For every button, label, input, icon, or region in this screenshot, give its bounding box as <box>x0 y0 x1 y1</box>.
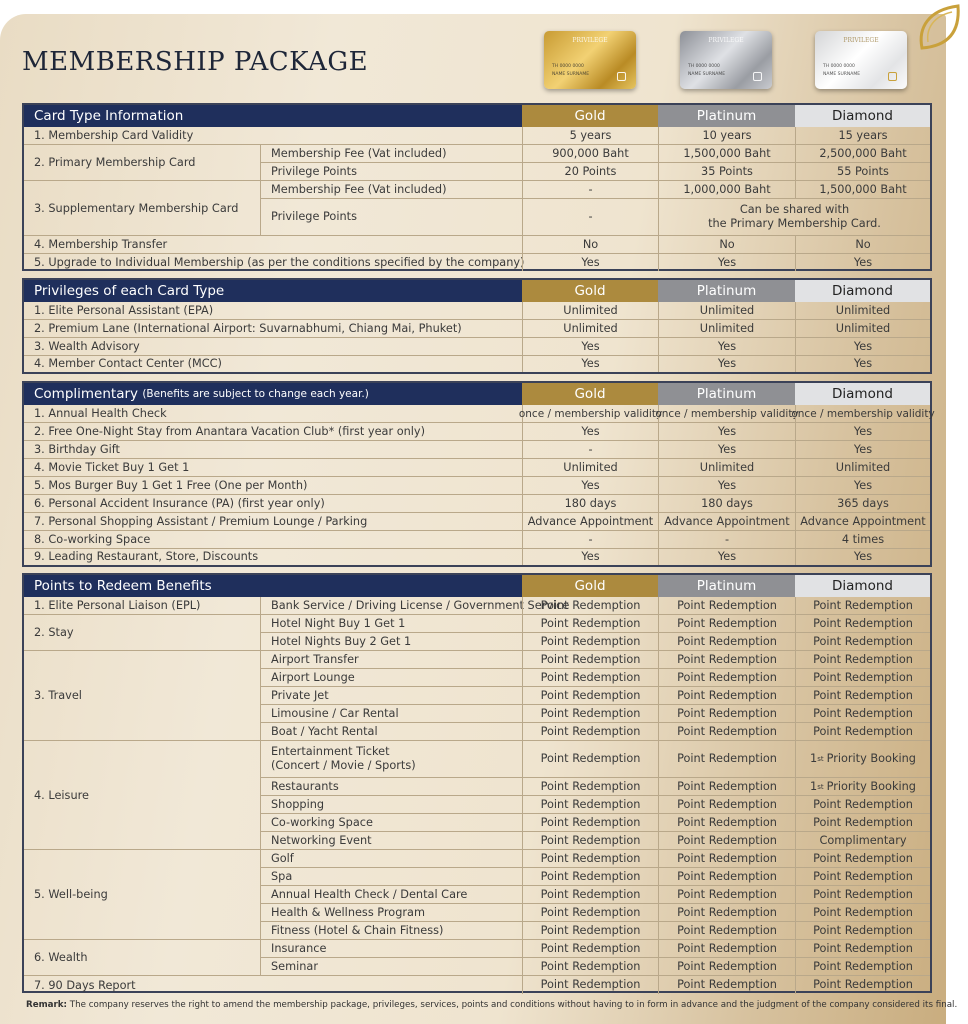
diamond-value: Point Redemption <box>795 814 930 832</box>
card-type-table <box>22 103 932 271</box>
platinum-value: once / membership validity <box>658 405 795 423</box>
table-row <box>24 549 930 565</box>
platinum-value: Yes <box>658 441 795 459</box>
row-label: 5. Mos Burger Buy 1 Get 1 Free (One per Month) <box>24 477 522 495</box>
group-label: 4. Leisure <box>24 741 260 850</box>
table-row <box>24 423 930 441</box>
diamond-value: 55 Points <box>795 163 930 181</box>
tier-platinum: Platinum <box>658 105 795 127</box>
card-brand: PRIVILEGE <box>708 37 744 44</box>
sub-label: Co-working Space <box>260 814 522 832</box>
table-row <box>24 633 930 651</box>
group-label: 1. Elite Personal Liaison (EPL) <box>24 597 260 615</box>
gold-value: - <box>522 181 658 199</box>
remark-text: The company reserves the right to amend the membership package, privileges, services, points and conditions without having to in form in advance and the judgment of the company considered its final. <box>67 1000 958 1010</box>
tier-gold: Gold <box>522 383 658 405</box>
table-row <box>24 958 930 976</box>
gold-value: Point Redemption <box>522 850 658 868</box>
card-number: TH 0000 0000 <box>552 64 584 69</box>
table-row <box>24 441 930 459</box>
diamond-value: Point Redemption <box>795 687 930 705</box>
sub-label-line2: (Concert / Movie / Sports) <box>271 759 416 772</box>
table-row <box>24 338 930 356</box>
group-label: 2. Stay <box>24 615 260 651</box>
priority-text: Priority Booking <box>826 752 916 765</box>
header-spacer <box>260 575 522 597</box>
table-row <box>24 976 930 994</box>
table-row <box>24 254 930 271</box>
platinum-value: Point Redemption <box>658 940 795 958</box>
gold-value: Point Redemption <box>522 687 658 705</box>
gold-value: Point Redemption <box>522 669 658 687</box>
platinum-value: Point Redemption <box>658 904 795 922</box>
table-header <box>24 280 930 302</box>
gold-value: Unlimited <box>522 302 658 320</box>
table-row <box>24 832 930 850</box>
diamond-value: Yes <box>795 549 930 565</box>
tier-diamond: Diamond <box>795 383 930 405</box>
platinum-value: Point Redemption <box>658 597 795 615</box>
privileges-table <box>22 278 932 374</box>
row-label: 1. Elite Personal Assistant (EPA) <box>24 302 522 320</box>
sub-label-empty <box>260 976 522 994</box>
gold-value: Yes <box>522 338 658 356</box>
row-label: 2. Primary Membership Card <box>24 145 260 181</box>
remark-label: Remark: <box>26 1000 68 1010</box>
table-row <box>24 814 930 832</box>
card-emblem-icon <box>888 72 897 81</box>
row-label: 4. Movie Ticket Buy 1 Get 1 <box>24 459 522 477</box>
shared-points-note <box>658 199 930 236</box>
diamond-value <box>795 741 930 778</box>
gold-value: Point Redemption <box>522 705 658 723</box>
row-label: 7. Personal Shopping Assistant / Premium Lounge / Parking <box>24 513 522 531</box>
card-name: NAME SURNAME <box>688 72 726 77</box>
sub-label: Networking Event <box>260 832 522 850</box>
diamond-value: Point Redemption <box>795 723 930 741</box>
platinum-value: Yes <box>658 477 795 495</box>
platinum-value: Point Redemption <box>658 723 795 741</box>
row-label: 6. Personal Accident Insurance (PA) (first year only) <box>24 495 522 513</box>
diamond-value: Point Redemption <box>795 850 930 868</box>
gold-value: Point Redemption <box>522 886 658 904</box>
group-label: 7. 90 Days Report <box>34 978 136 992</box>
gold-value: Point Redemption <box>522 814 658 832</box>
platinum-value: Point Redemption <box>658 615 795 633</box>
priority-number: 1 <box>810 779 818 793</box>
diamond-value: Advance Appointment <box>795 513 930 531</box>
sub-label: Private Jet <box>260 687 522 705</box>
card-number: TH 0000 0000 <box>688 64 720 69</box>
diamond-value: Point Redemption <box>795 669 930 687</box>
table-row <box>24 495 930 513</box>
priority-suffix: st <box>817 782 824 791</box>
sub-label: Shopping <box>260 796 522 814</box>
platinum-value: 35 Points <box>658 163 795 181</box>
tier-diamond: Diamond <box>795 280 930 302</box>
platinum-value: Advance Appointment <box>658 513 795 531</box>
sub-label: Fitness (Hotel & Chain Fitness) <box>260 922 522 940</box>
complimentary-table <box>22 381 935 567</box>
section-note: (Benefits are subject to change each year.) <box>142 388 369 400</box>
diamond-value: Point Redemption <box>795 633 930 651</box>
sub-label: Seminar <box>260 958 522 976</box>
table-row <box>24 459 930 477</box>
row-label: 9. Leading Restaurant, Store, Discounts <box>34 550 259 563</box>
sub-label: Boat / Yacht Rental <box>260 723 522 741</box>
diamond-value: Yes <box>795 356 930 372</box>
diamond-value: 1,500,000 Baht <box>795 181 930 199</box>
platinum-value: Point Redemption <box>658 705 795 723</box>
table-row <box>24 320 930 338</box>
table-row <box>24 904 930 922</box>
table-row <box>24 181 930 199</box>
card-name: NAME SURNAME <box>552 72 590 77</box>
row-label: 5. Upgrade to Individual Membership (as per the conditions specified by the company) <box>34 255 525 269</box>
gold-value: once / membership validity <box>522 405 658 423</box>
section-title: Privileges of each Card Type <box>24 280 522 302</box>
diamond-value: 15 years <box>795 127 930 145</box>
gold-value: Yes <box>522 254 658 271</box>
table-row <box>24 145 930 163</box>
diamond-value: Point Redemption <box>795 615 930 633</box>
table-row <box>24 236 930 254</box>
gold-value: No <box>522 236 658 254</box>
sub-label: Airport Lounge <box>260 669 522 687</box>
tier-gold: Gold <box>522 575 658 597</box>
platinum-value: 180 days <box>658 495 795 513</box>
gold-value: 180 days <box>522 495 658 513</box>
priority-text: Priority Booking <box>826 779 916 793</box>
row-label: 2. Premium Lane (International Airport: Suvarnabhumi, Chiang Mai, Phuket) <box>24 320 522 338</box>
tier-gold: Gold <box>522 280 658 302</box>
table-row <box>24 356 930 372</box>
table-header <box>24 383 930 405</box>
tier-platinum: Platinum <box>658 575 795 597</box>
diamond-value: No <box>795 236 930 254</box>
sub-label: Spa <box>260 868 522 886</box>
gold-value: - <box>522 199 658 236</box>
platinum-value: Yes <box>658 549 795 565</box>
row-label: 4. Member Contact Center (MCC) <box>34 357 222 370</box>
row-label: 4. Membership Transfer <box>24 236 522 254</box>
platinum-value: Point Redemption <box>658 868 795 886</box>
table-row <box>24 886 930 904</box>
diamond-value: Point Redemption <box>795 940 930 958</box>
priority-number: 1 <box>810 752 818 765</box>
gold-value: Point Redemption <box>522 922 658 940</box>
group-label: 5. Well-being <box>24 850 260 940</box>
platinum-value: 1,000,000 Baht <box>658 181 795 199</box>
platinum-value: Point Redemption <box>658 778 795 796</box>
diamond-value: Complimentary <box>795 832 930 850</box>
shared-note-line1: Can be shared with <box>739 203 850 216</box>
gold-value: Yes <box>522 477 658 495</box>
card-emblem-icon <box>753 72 762 81</box>
diamond-value: Yes <box>795 423 930 441</box>
table-row <box>24 163 930 181</box>
platinum-value: Point Redemption <box>658 741 795 778</box>
table-row <box>24 597 930 615</box>
table-row <box>24 705 930 723</box>
sub-label: Insurance <box>260 940 522 958</box>
platinum-value: Point Redemption <box>658 814 795 832</box>
gold-value: Point Redemption <box>522 651 658 669</box>
diamond-value: 365 days <box>795 495 930 513</box>
sub-label: Privilege Points <box>260 163 522 181</box>
diamond-value: Yes <box>795 338 930 356</box>
gold-value: Point Redemption <box>522 976 658 994</box>
platinum-value: Yes <box>658 423 795 441</box>
table-row <box>24 199 930 236</box>
section-title: Points to Redeem Benefits <box>24 575 260 597</box>
gold-value: Point Redemption <box>522 741 658 778</box>
gold-value: Point Redemption <box>522 615 658 633</box>
gold-value: - <box>522 531 658 549</box>
tier-platinum: Platinum <box>658 383 795 405</box>
gold-value: 20 Points <box>522 163 658 181</box>
card-emblem-icon <box>617 72 626 81</box>
diamond-value: Point Redemption <box>795 958 930 976</box>
gold-value: Yes <box>522 549 658 565</box>
diamond-value: Point Redemption <box>795 976 930 994</box>
gold-value: Point Redemption <box>522 940 658 958</box>
card-name: NAME SURNAME <box>823 72 861 77</box>
table-row <box>24 940 930 958</box>
platinum-value: Point Redemption <box>658 976 795 994</box>
table-row <box>24 531 930 549</box>
platinum-value: No <box>658 236 795 254</box>
platinum-value: Yes <box>658 356 795 372</box>
platinum-value: Point Redemption <box>658 796 795 814</box>
diamond-value: Point Redemption <box>795 904 930 922</box>
table-row <box>24 477 930 495</box>
platinum-value: Yes <box>658 338 795 356</box>
tier-diamond: Diamond <box>795 105 930 127</box>
platinum-value: Point Redemption <box>658 651 795 669</box>
sub-label: Hotel Nights Buy 2 Get 1 <box>260 633 522 651</box>
gold-value: Unlimited <box>522 459 658 477</box>
section-title <box>24 383 522 405</box>
platinum-value: Point Redemption <box>658 850 795 868</box>
sub-label: Golf <box>260 850 522 868</box>
remark-note <box>26 1000 957 1010</box>
group-label: 6. Wealth <box>24 940 260 976</box>
table-row <box>24 868 930 886</box>
gold-value: Point Redemption <box>522 723 658 741</box>
table-row <box>24 723 930 741</box>
table-row <box>24 127 930 145</box>
diamond-value: Point Redemption <box>795 651 930 669</box>
row-label: 3. Birthday Gift <box>24 441 522 459</box>
platinum-value: Point Redemption <box>658 922 795 940</box>
gold-value: Point Redemption <box>522 778 658 796</box>
table-row <box>24 922 930 940</box>
diamond-value: 4 times <box>795 531 930 549</box>
sub-label: Limousine / Car Rental <box>260 705 522 723</box>
sub-label: Hotel Night Buy 1 Get 1 <box>260 615 522 633</box>
table-row <box>24 669 930 687</box>
table-row <box>24 302 930 320</box>
platinum-value: Unlimited <box>658 320 795 338</box>
tier-diamond: Diamond <box>795 575 930 597</box>
diamond-value: Yes <box>795 477 930 495</box>
diamond-value: Point Redemption <box>795 886 930 904</box>
diamond-value: Point Redemption <box>795 868 930 886</box>
leaf-ornament-icon <box>914 2 964 52</box>
diamond-card-image <box>815 31 907 89</box>
row-label: 1. Membership Card Validity <box>24 127 522 145</box>
diamond-value: 2,500,000 Baht <box>795 145 930 163</box>
tier-platinum: Platinum <box>658 280 795 302</box>
sub-label: Privilege Points <box>260 199 522 236</box>
gold-value: Point Redemption <box>522 796 658 814</box>
platinum-value: Point Redemption <box>658 958 795 976</box>
gold-value: Point Redemption <box>522 597 658 615</box>
table-row <box>24 651 930 669</box>
gold-value: Point Redemption <box>522 832 658 850</box>
row-label: 2. Free One-Night Stay from Anantara Vacation Club* (first year only) <box>24 423 522 441</box>
priority-suffix: st <box>817 755 824 763</box>
row-label: 3. Supplementary Membership Card <box>24 181 260 236</box>
gold-value: Point Redemption <box>522 958 658 976</box>
diamond-value: once / membership validity <box>795 405 930 423</box>
gold-value: 5 years <box>522 127 658 145</box>
platinum-value: Yes <box>658 254 795 271</box>
platinum-value: Point Redemption <box>658 886 795 904</box>
diamond-value: Yes <box>795 441 930 459</box>
table-header <box>24 105 930 127</box>
card-number: TH 0000 0000 <box>823 64 855 69</box>
table-row <box>24 850 930 868</box>
card-brand: PRIVILEGE <box>843 37 879 44</box>
diamond-value <box>795 778 930 796</box>
page-title: MEMBERSHIP PACKAGE <box>22 47 369 77</box>
tier-gold: Gold <box>522 105 658 127</box>
gold-value: Advance Appointment <box>522 513 658 531</box>
section-title: Card Type Information <box>24 105 522 127</box>
row-label: 1. Annual Health Check <box>24 405 522 423</box>
points-table <box>22 573 932 993</box>
row-label: 8. Co-working Space <box>24 531 522 549</box>
table-header <box>24 575 930 597</box>
table-row <box>24 796 930 814</box>
platinum-value: Unlimited <box>658 459 795 477</box>
table-row <box>24 778 930 796</box>
table-row <box>24 741 930 778</box>
gold-value: Yes <box>522 423 658 441</box>
sub-label <box>260 741 522 778</box>
diamond-value: Point Redemption <box>795 705 930 723</box>
table-row <box>24 405 935 423</box>
gold-value: Unlimited <box>522 320 658 338</box>
table-row <box>24 615 930 633</box>
gold-value: Point Redemption <box>522 633 658 651</box>
platinum-value: - <box>658 531 795 549</box>
sub-label: Bank Service / Driving License / Government Service <box>260 597 522 615</box>
sub-label: Membership Fee (Vat included) <box>260 181 522 199</box>
shared-note-line2: the Primary Membership Card. <box>708 217 881 230</box>
sub-label: Health & Wellness Program <box>260 904 522 922</box>
table-row <box>24 513 930 531</box>
diamond-value: Unlimited <box>795 459 930 477</box>
gold-value: Yes <box>522 356 658 372</box>
diamond-value: Point Redemption <box>795 597 930 615</box>
gold-value: - <box>522 441 658 459</box>
platinum-value: 1,500,000 Baht <box>658 145 795 163</box>
gold-value: Point Redemption <box>522 904 658 922</box>
diamond-value: Unlimited <box>795 320 930 338</box>
diamond-value: Unlimited <box>795 302 930 320</box>
sub-label-line1: Entertainment Ticket <box>271 745 390 758</box>
gold-value: 900,000 Baht <box>522 145 658 163</box>
sub-label: Airport Transfer <box>260 651 522 669</box>
platinum-value: Point Redemption <box>658 669 795 687</box>
diamond-value: Yes <box>795 254 930 271</box>
platinum-value: 10 years <box>658 127 795 145</box>
gold-card-image <box>544 31 636 89</box>
section-title-text: Complimentary <box>34 386 139 402</box>
group-label: 3. Travel <box>24 651 260 741</box>
platinum-value: Unlimited <box>658 302 795 320</box>
platinum-value: Point Redemption <box>658 687 795 705</box>
diamond-value: Point Redemption <box>795 796 930 814</box>
sub-label: Annual Health Check / Dental Care <box>260 886 522 904</box>
sub-label: Restaurants <box>260 778 522 796</box>
platinum-value: Point Redemption <box>658 633 795 651</box>
platinum-card-image <box>680 31 772 89</box>
sub-label: Membership Fee (Vat included) <box>260 145 522 163</box>
row-label: 3. Wealth Advisory <box>24 338 522 356</box>
gold-value: Point Redemption <box>522 868 658 886</box>
table-row <box>24 687 930 705</box>
platinum-value: Point Redemption <box>658 832 795 850</box>
card-brand: PRIVILEGE <box>572 37 608 44</box>
diamond-value: Point Redemption <box>795 922 930 940</box>
